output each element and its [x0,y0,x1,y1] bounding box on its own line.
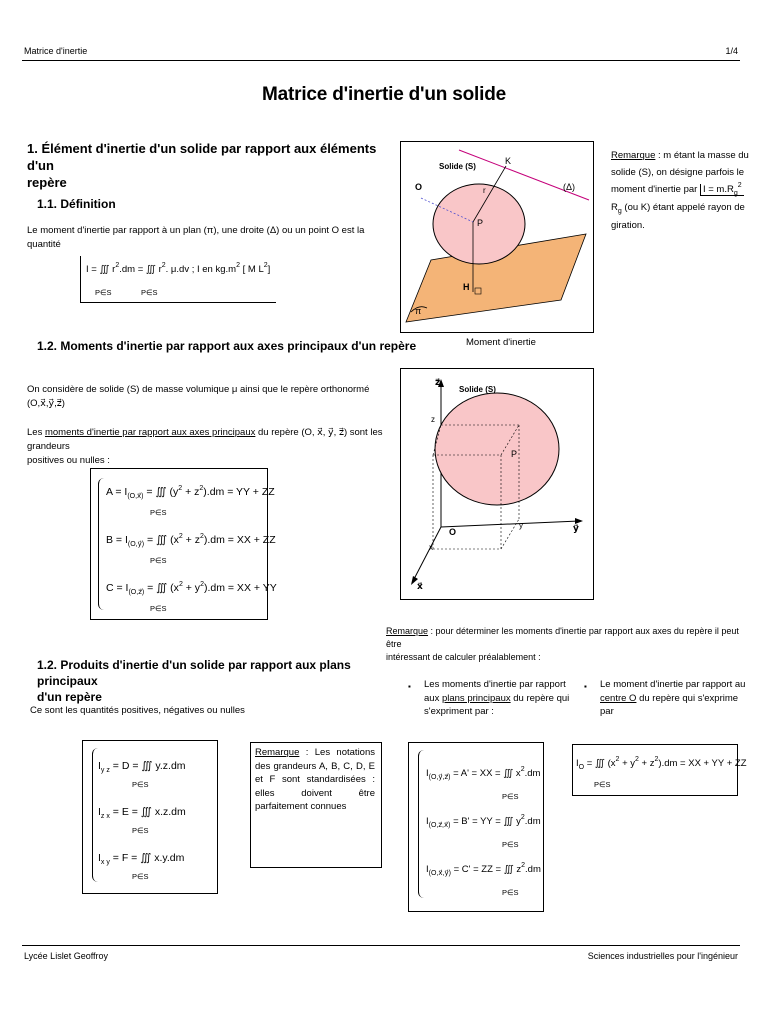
fig1-O-label: O [415,182,423,192]
fig1-delta-label: (Δ) [563,182,576,192]
equation-A: $A = I_{(O,x⃗)}$ = ∭ $(y^2 + z^2).dm$ = YY + ZZ [106,485,275,500]
Iyz-domain: P∈S [132,780,149,789]
footer-left: Lycée Lislet Geoffroy [24,951,109,961]
bullet-1-text: Les moments d'inertie par rapport aux plans principaux du repère qui s'expriment par : [424,679,570,717]
figure-1-caption: Moment d'inertie [466,337,536,348]
fig1-P-label: P [477,218,484,228]
B-prime-domain: P∈S [502,840,519,849]
fig2-y-label: y [519,521,523,530]
bullet-2: ▪ [584,682,587,691]
fig2-z-label: z [431,415,435,424]
products-text: Ce sont les quantités positives, négatives ou nulles [30,705,245,716]
header-page-number: 1/4 [725,46,738,56]
fig1-pi-label: π [415,306,422,316]
notation-remark: Remarque : Les notations des grandeurs A, B, C, D, E et F sont standardisées : elles doivent être parfaitement connues [255,747,375,812]
giration-remark: Remarque : m étant la masse du solide (S), on désigne parfois le moment d'inertie par $I = m.R_g^2$ $R_g$ (ou K) étant appelé rayon de giration. [611,150,749,231]
Izx-domain: P∈S [132,826,149,835]
section-1-2-heading: 1.2. Moments d'inertie par rapport aux axes principaux d'un repère [37,339,417,353]
eqB-domain: P∈S [150,556,167,565]
fig1-H-label: H [463,282,470,292]
plane-moments-brace [418,750,425,898]
equation-Izx: $I_{z x} = E$ = ∭ x.z.dm [98,806,186,820]
planes-remark: Remarque : pour déterminer les moments d'inertie par rapport aux axes du repère il peut être intéressant de calculer préalablement : [386,626,739,662]
equation-B-prime: $I_{(O,z⃗,x⃗)} = B'$ = YY = ∭ $y^2.dm$ [426,814,541,829]
header-left: Matrice d'inertie [24,46,88,56]
section-products-heading: 1.2. Produits d'inertie d'un solide par rapport aux plans principaux d'un repère [37,658,351,704]
equation-Ixy: $I_{x y} = F$ = ∭ x.y.dm [98,852,185,866]
fig2-y-axis-label: y⃗ [573,523,579,533]
fig2-solide-label: Solide (S) [459,385,496,394]
eqC-domain: P∈S [150,604,167,613]
section-1-1-heading: 1.1. Définition [37,197,116,211]
fig1-r-label: r [483,186,486,195]
eqA-domain: P∈S [150,508,167,517]
fig1-solide-label: Solide (S) [439,162,476,171]
page-title: Matrice d'inertie d'un solide [262,84,506,105]
def-domain-2: P∈S [141,288,158,297]
equation-C-prime: $I_{(O,x⃗,y⃗)} = C'$ = ZZ = ∭ $z^2.dm$ [426,862,541,877]
definition-text: Le moment d'inertie par rapport à un plan (π), une droite (Δ) ou un point O est la quantité [27,225,365,250]
footer-right: Sciences industrielles pour l'ingénieur [587,951,738,961]
IO-domain: P∈S [594,780,611,789]
figure-reference-frame [400,368,594,600]
bullet-1: ▪ [408,682,411,691]
footer-rule [22,945,740,946]
equation-A-prime: $I_{(O,y⃗,z⃗)} = A'$ = XX = ∭ $x^2.dm$ [426,766,541,781]
equation-C: $C = I_{(O,z⃗)}$ = ∭ $(x^2 + y^2).dm$ = XX + YY [106,581,277,596]
fig2-x-label: x [429,543,433,552]
equation-Iyz: $I_{y z} = D$ = ∭ y.z.dm [98,760,186,774]
bullet-2-text: Le moment d'inertie par rapport au centre O du repère qui s'exprime par [600,679,746,717]
Ixy-domain: P∈S [132,872,149,881]
consider-text: On considère de solide (S) de masse volumique μ ainsi que le repère orthonormé (O,x⃗,y⃗,z⃗) [27,384,370,409]
equation-IO: $I_O$ = ∭ $(x^2 + y^2 + z^2).dm$ = XX + YY + ZZ [576,756,747,771]
fig2-z-axis-label: z⃗ [435,377,441,387]
header-rule [22,60,740,61]
fig2-O-label: O [449,527,457,537]
fig2-P-label: P [511,449,518,459]
C-prime-domain: P∈S [502,888,519,897]
fig1-K-label: K [505,156,512,166]
principal-moments-brace [98,478,105,610]
A-prime-domain: P∈S [502,792,519,801]
equation-B: $B = I_{(O,y⃗)}$ = ∭ $(x^2 + z^2).dm$ = XX + ZZ [106,533,276,548]
figure-moment-inertia [400,141,594,333]
principal-moments-text: Les moments d'inertie par rapport aux axes principaux du repère (O, x⃗, y⃗, z⃗) sont les grandeurs positives ou nulles : [27,427,383,466]
def-domain-1: P∈S [95,288,112,297]
section-1-heading: 1. Élément d'inertie d'un solide par rapport aux éléments d'un repère [27,141,377,190]
definition-equation: I = ∭ $r^2.dm$ = ∭ $r^2$. μ.dv ; I en $kg.m^2$ [ M $L^2$] [86,262,271,275]
fig2-x-axis-label: x⃗ [417,581,423,591]
